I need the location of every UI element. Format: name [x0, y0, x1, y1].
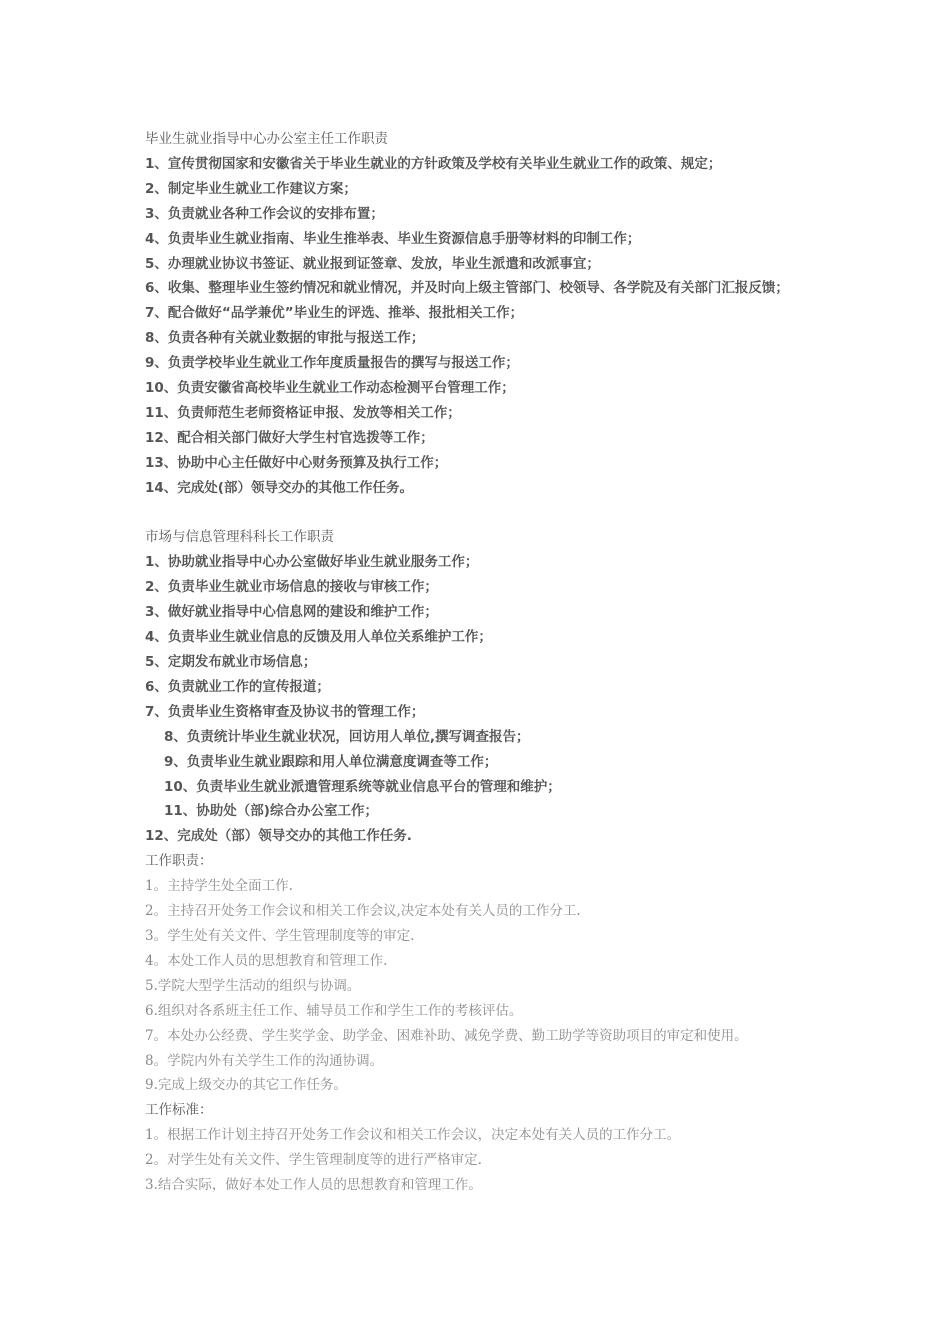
section1-item: 6、收集、整理毕业生签约情况和就业情况，并及时向上级主管部门、校领导、各学院及有关部门汇报反馈；: [145, 280, 789, 297]
section3-item: 4。本处工作人员的思想教育和管理工作.: [145, 952, 388, 969]
section2-item: 4、负责毕业生就业信息的反馈及用人单位关系维护工作；: [145, 629, 492, 646]
section3-item: 6.组织对各系班主任工作、辅导员工作和学生工作的考核评估。: [145, 1002, 523, 1019]
section4-title: 工作标准：: [145, 1102, 213, 1119]
section2-item: 1、协助就业指导中心办公室做好毕业生就业服务工作；: [145, 554, 479, 571]
section2-indented-item: 9、负责毕业生就业跟踪和用人单位满意度调查等工作；: [164, 753, 498, 770]
section1-item: 13、协助中心主任做好中心财务预算及执行工作；: [145, 454, 448, 471]
section3-item: 1。主持学生处全面工作.: [145, 878, 293, 895]
section1-item: 3、负责就业各种工作会议的安排布置；: [145, 205, 384, 222]
section1-title: 毕业生就业指导中心办公室主任工作职责: [145, 131, 388, 147]
section2-indented-item: 8、负责统计毕业生就业状况，回访用人单位,撰写调查报告；: [164, 728, 530, 745]
section3-item: 8。学院内外有关学生工作的沟通协调。: [145, 1052, 384, 1069]
section1-item: 11、负责师范生老师资格证申报、发放等相关工作；: [145, 404, 461, 421]
section-spacer: [145, 501, 825, 526]
section4-item: 2。对学生处有关文件、学生管理制度等的进行严格审定.: [145, 1152, 482, 1169]
section2-item: 2、负责毕业生就业市场信息的接收与审核工作；: [145, 579, 438, 596]
section1-item: 8、负责各种有关就业数据的审批与报送工作；: [145, 330, 425, 347]
section1-item: 14、完成处(部）领导交办的其他工作任务。: [145, 479, 413, 496]
section2-item: 5、定期发布就业市场信息；: [145, 654, 317, 671]
document-page: [145, 127, 825, 1198]
section3-item: 9.完成上级交办的其它工作任务。: [145, 1077, 347, 1094]
section1-item: 2、制定毕业生就业工作建议方案；: [145, 180, 357, 197]
section1-item: 7、配合做好“品学兼优”毕业生的评选、推举、报批相关工作；: [145, 305, 524, 322]
section2-item: 6、负责就业工作的宣传报道；: [145, 678, 330, 695]
section3-item: 5.学院大型学生活动的组织与协调。: [145, 977, 361, 994]
section2-title: 市场与信息管理科科长工作职责: [145, 529, 334, 546]
section1-item: 9、负责学校毕业生就业工作年度质量报告的撰写与报送工作；: [145, 355, 519, 372]
section3-item: 2。主持召开处务工作会议和相关工作会议,决定本处有关人员的工作分工.: [145, 903, 581, 920]
section2-indented-item: 11、协助处（部)综合办公室工作；: [164, 803, 378, 820]
section1-item: 1、宣传贯彻国家和安徽省关于毕业生就业的方针政策及学校有关毕业生就业工作的政策、规定；: [145, 155, 722, 172]
section3-item: 7。本处办公经费、学生奖学金、助学金、困难补助、减免学费、勤工助学等资助项目的审定和使用。: [145, 1027, 748, 1044]
section3-item: 3。学生处有关文件、学生管理制度等的审定.: [145, 927, 415, 944]
section1-item: 10、负责安徽省高校毕业生就业工作动态检测平台管理工作；: [145, 380, 515, 397]
section3-title: 工作职责：: [145, 853, 213, 870]
section4-item: 3.结合实际，做好本处工作人员的思想教育和管理工作。: [145, 1177, 482, 1194]
section1-item: 12、配合相关部门做好大学生村官选拨等工作；: [145, 429, 434, 446]
section1-item: 5、办理就业协议书签证、就业报到证签章、发放，毕业生派遣和改派事宜；: [145, 255, 600, 272]
section2-item: 3、做好就业指导中心信息网的建设和维护工作；: [145, 604, 438, 621]
section2-item: 7、负责毕业生资格审查及协议书的管理工作；: [145, 703, 425, 720]
section2-last-item: 12、完成处（部）领导交办的其他工作任务.: [145, 828, 412, 845]
section1-item: 4、负责毕业生就业指南、毕业生推举表、毕业生资源信息手册等材料的印制工作；: [145, 230, 641, 247]
section4-item: 1。根据工作计划主持召开处务工作会议和相关工作会议，决定本处有关人员的工作分工。: [145, 1127, 681, 1144]
section2-indented-item: 10、负责毕业生就业派遣管理系统等就业信息平台的管理和维护；: [164, 778, 561, 795]
